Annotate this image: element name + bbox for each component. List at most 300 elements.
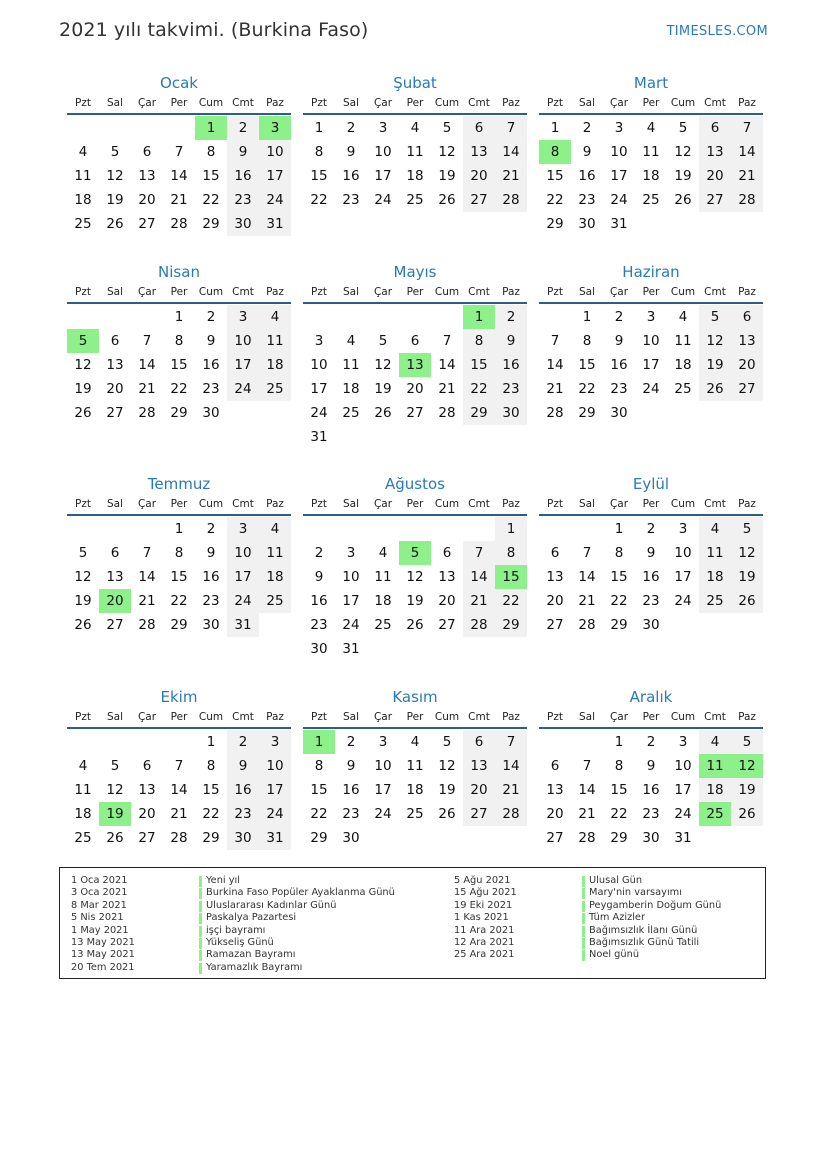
day-cell: 5: [442, 734, 452, 750]
day-cell: 28: [138, 405, 156, 421]
day-cell: 9: [646, 758, 656, 774]
weekday-header: [67, 707, 291, 729]
day-cell: 16: [202, 569, 220, 585]
weekday-label: Cum: [434, 498, 460, 510]
week-row: [303, 116, 527, 140]
empty-cell: [131, 517, 163, 541]
weekday-label: Per: [170, 711, 188, 723]
empty-cell: [399, 517, 431, 541]
day-cell: 16: [642, 782, 660, 798]
week-row: [539, 754, 763, 778]
month-7: [67, 474, 291, 637]
holiday-day-cell: 12: [731, 754, 763, 778]
legend-holiday-name: Mary'nin varsayımı: [589, 887, 682, 899]
empty-cell: [367, 826, 399, 850]
day-cell: 22: [463, 377, 495, 401]
weekday-label: Paz: [502, 97, 520, 109]
week-row: [67, 188, 291, 212]
day-cell: 1: [614, 521, 624, 537]
day-cell: 25: [74, 216, 92, 232]
day-cell: 20: [546, 806, 564, 822]
month-9: [539, 474, 763, 637]
day-cell: 2: [346, 734, 356, 750]
empty-cell: [303, 517, 335, 541]
day-cell: 11: [374, 569, 392, 585]
weekday-header: [303, 282, 527, 304]
month-name: Aralık: [629, 688, 673, 706]
empty-cell: [667, 613, 699, 637]
legend-color-marker: [199, 938, 202, 949]
day-cell: 21: [463, 589, 495, 613]
day-cell: 3: [678, 521, 688, 537]
empty-cell: [699, 401, 731, 425]
week-row: [539, 401, 763, 425]
day-cell: 3: [227, 305, 259, 329]
weekday-label: Cmt: [704, 97, 726, 109]
day-cell: 4: [410, 120, 420, 136]
day-cell: 7: [142, 333, 152, 349]
week-row: [67, 730, 291, 754]
weekday-header: [539, 707, 763, 729]
day-cell: 11: [406, 144, 424, 160]
holiday-day-cell: 11: [699, 754, 731, 778]
day-cell: 13: [699, 140, 731, 164]
weekday-label: Çar: [373, 498, 393, 510]
holiday-day-cell: 19: [99, 802, 131, 826]
day-cell: 11: [642, 144, 660, 160]
day-cell: 3: [646, 309, 656, 325]
empty-cell: [495, 826, 527, 850]
day-cell: 5: [731, 730, 763, 754]
day-cell: 24: [642, 381, 660, 397]
day-cell: 14: [578, 782, 596, 798]
empty-cell: [163, 730, 195, 754]
empty-cell: [335, 305, 367, 329]
empty-cell: [259, 613, 291, 637]
day-cell: 10: [227, 541, 259, 565]
week-row: [539, 140, 763, 164]
day-cell: 4: [678, 309, 688, 325]
day-cell: 23: [227, 188, 259, 212]
day-cell: 30: [495, 401, 527, 425]
week-row: [67, 329, 291, 353]
week-row: [67, 116, 291, 140]
day-cell: 29: [610, 830, 628, 846]
day-cell: 7: [550, 333, 560, 349]
day-cell: 7: [174, 144, 184, 160]
day-cell: 12: [438, 758, 456, 774]
day-cell: 5: [78, 545, 88, 561]
empty-cell: [667, 401, 699, 425]
weekday-header: [539, 282, 763, 304]
weekday-label: Per: [642, 498, 660, 510]
day-cell: 18: [74, 192, 92, 208]
day-cell: 31: [227, 613, 259, 637]
day-cell: 12: [731, 541, 763, 565]
day-cell: 23: [642, 593, 660, 609]
empty-cell: [571, 730, 603, 754]
legend-holiday-name: Yaramazlık Bayramı: [206, 961, 303, 973]
day-cell: 11: [74, 168, 92, 184]
legend-date: 11 Ara 2021: [454, 924, 515, 936]
day-cell: 30: [610, 405, 628, 421]
day-cell: 24: [259, 188, 291, 212]
day-cell: 16: [578, 168, 596, 184]
day-cell: 24: [374, 192, 392, 208]
day-cell: 8: [206, 144, 216, 160]
day-cell: 6: [463, 730, 495, 754]
legend-holiday-name: Ramazan Bayramı: [206, 949, 296, 961]
weekday-label: Cum: [434, 286, 460, 298]
legend-color-marker: [582, 888, 585, 899]
day-cell: 22: [170, 381, 188, 397]
weekday-label: Çar: [137, 97, 157, 109]
day-cell: 31: [342, 641, 360, 657]
day-cell: 12: [106, 168, 124, 184]
empty-cell: [431, 517, 463, 541]
week-row: [303, 425, 527, 449]
legend-color-marker: [199, 876, 202, 887]
month-name: Ağustos: [385, 475, 445, 493]
weekday-label: Pzt: [547, 711, 563, 723]
empty-cell: [699, 613, 731, 637]
day-cell: 18: [259, 353, 291, 377]
day-cell: 23: [310, 617, 328, 633]
day-cell: 26: [106, 830, 124, 846]
day-cell: 12: [374, 357, 392, 373]
day-cell: 13: [546, 782, 564, 798]
day-cell: 29: [578, 405, 596, 421]
week-row: [303, 826, 527, 850]
day-cell: 8: [614, 758, 624, 774]
weekday-header: [303, 707, 527, 729]
week-row: [539, 305, 763, 329]
day-cell: 23: [227, 802, 259, 826]
weekday-label: Sal: [342, 97, 360, 109]
day-cell: 17: [642, 357, 660, 373]
week-row: [67, 778, 291, 802]
day-cell: 6: [550, 758, 560, 774]
empty-cell: [463, 826, 495, 850]
day-cell: 30: [578, 216, 596, 232]
legend-date: 8 Mar 2021: [71, 899, 127, 911]
day-cell: 18: [642, 168, 660, 184]
empty-cell: [67, 305, 99, 329]
day-cell: 6: [110, 545, 120, 561]
legend-holiday-name: Ulusal Gün: [589, 875, 643, 886]
day-cell: 3: [678, 734, 688, 750]
day-cell: 9: [206, 545, 216, 561]
day-cell: 13: [463, 140, 495, 164]
day-cell: 15: [202, 782, 220, 798]
day-cell: 15: [310, 782, 328, 798]
day-cell: 27: [546, 617, 564, 633]
day-cell: 9: [495, 329, 527, 353]
day-cell: 28: [463, 613, 495, 637]
day-cell: 22: [202, 192, 220, 208]
day-cell: 6: [142, 758, 152, 774]
legend-date: 20 Tem 2021: [71, 961, 135, 973]
day-cell: 17: [674, 782, 692, 798]
day-cell: 30: [310, 641, 328, 657]
day-cell: 5: [378, 333, 388, 349]
week-row: [303, 802, 527, 826]
day-cell: 11: [259, 541, 291, 565]
day-cell: 1: [314, 120, 324, 136]
day-cell: 19: [74, 593, 92, 609]
day-cell: 26: [699, 377, 731, 401]
day-cell: 22: [495, 589, 527, 613]
day-cell: 23: [642, 806, 660, 822]
site-link[interactable]: TIMESLES.COM: [666, 24, 768, 39]
day-cell: 2: [314, 545, 324, 561]
day-cell: 9: [227, 754, 259, 778]
empty-cell: [731, 826, 763, 850]
week-row: [67, 140, 291, 164]
day-cell: 28: [495, 188, 527, 212]
empty-cell: [399, 826, 431, 850]
day-cell: 3: [314, 333, 324, 349]
day-cell: 13: [138, 782, 156, 798]
weekday-label: Çar: [373, 711, 393, 723]
legend-holiday-name: Paskalya Pazartesi: [206, 912, 297, 924]
legend-color-marker: [582, 950, 585, 961]
month-12: [539, 687, 763, 850]
day-cell: 14: [495, 754, 527, 778]
empty-cell: [571, 517, 603, 541]
legend-color-marker: [582, 913, 585, 924]
day-cell: 23: [342, 192, 360, 208]
empty-cell: [495, 637, 527, 661]
day-cell: 19: [731, 565, 763, 589]
day-cell: 5: [110, 144, 120, 160]
empty-cell: [731, 401, 763, 425]
page-title: 2021 yılı takvimi. (Burkina Faso): [59, 19, 369, 41]
week-row: [67, 164, 291, 188]
weekday-header: [67, 494, 291, 516]
day-cell: 25: [642, 192, 660, 208]
week-row: [303, 637, 527, 661]
empty-cell: [99, 730, 131, 754]
day-cell: 4: [259, 517, 291, 541]
legend-holiday-name: Peygamberin Doğum Günü: [589, 899, 722, 911]
day-cell: 6: [142, 144, 152, 160]
month-6: [539, 262, 763, 425]
day-cell: 29: [463, 401, 495, 425]
empty-cell: [67, 116, 99, 140]
holiday-day-cell: 25: [699, 802, 731, 826]
day-cell: 21: [138, 593, 156, 609]
weekday-label: Çar: [609, 498, 629, 510]
day-cell: 17: [227, 353, 259, 377]
week-row: [303, 778, 527, 802]
empty-cell: [463, 637, 495, 661]
day-cell: 29: [202, 216, 220, 232]
day-cell: 23: [202, 593, 220, 609]
day-cell: 10: [610, 144, 628, 160]
week-row: [539, 329, 763, 353]
legend-holiday-name: Uluslararası Kadınlar Günü: [206, 899, 337, 911]
legend-date: 5 Ağu 2021: [454, 875, 511, 886]
holiday-day-cell: 5: [399, 541, 431, 565]
day-cell: 2: [646, 734, 656, 750]
day-cell: 27: [731, 377, 763, 401]
empty-cell: [303, 305, 335, 329]
weekday-label: Cmt: [704, 711, 726, 723]
day-cell: 26: [374, 405, 392, 421]
day-cell: 29: [202, 830, 220, 846]
day-cell: 1: [206, 734, 216, 750]
weekday-label: Pzt: [311, 711, 327, 723]
day-cell: 4: [378, 545, 388, 561]
week-row: [67, 212, 291, 236]
day-cell: 14: [463, 565, 495, 589]
empty-cell: [335, 425, 367, 449]
weekday-label: Sal: [106, 711, 124, 723]
weekday-label: Cum: [198, 498, 224, 510]
day-cell: 1: [174, 521, 184, 537]
day-cell: 26: [438, 192, 456, 208]
weekday-label: Cum: [670, 498, 696, 510]
day-cell: 28: [170, 830, 188, 846]
empty-cell: [731, 212, 763, 236]
weekday-label: Çar: [609, 97, 629, 109]
day-cell: 7: [495, 730, 527, 754]
day-cell: 8: [314, 144, 324, 160]
day-cell: 13: [106, 569, 124, 585]
empty-cell: [67, 517, 99, 541]
empty-cell: [131, 730, 163, 754]
day-cell: 11: [259, 329, 291, 353]
weekday-label: Pzt: [547, 286, 563, 298]
day-cell: 20: [406, 381, 424, 397]
day-cell: 19: [106, 192, 124, 208]
empty-cell: [367, 425, 399, 449]
day-cell: 26: [731, 589, 763, 613]
day-cell: 22: [610, 593, 628, 609]
day-cell: 13: [463, 754, 495, 778]
month-name: Mart: [633, 74, 669, 92]
weekday-label: Çar: [137, 286, 157, 298]
day-cell: 1: [614, 734, 624, 750]
month-name: Temmuz: [147, 475, 211, 493]
weekday-label: Paz: [502, 286, 520, 298]
day-cell: 28: [578, 830, 596, 846]
day-cell: 27: [699, 188, 731, 212]
week-row: [539, 517, 763, 541]
day-cell: 17: [674, 569, 692, 585]
day-cell: 19: [699, 353, 731, 377]
legend-holiday-name: Tüm Azizler: [589, 912, 645, 924]
day-cell: 3: [378, 734, 388, 750]
weekday-label: Cum: [670, 286, 696, 298]
legend-date: 3 Oca 2021: [71, 887, 128, 899]
month-name: Ekim: [160, 688, 198, 706]
day-cell: 30: [227, 212, 259, 236]
day-cell: 29: [170, 617, 188, 633]
weekday-label: Sal: [106, 498, 124, 510]
day-cell: 19: [74, 381, 92, 397]
day-cell: 3: [378, 120, 388, 136]
empty-cell: [539, 305, 571, 329]
day-cell: 19: [438, 168, 456, 184]
day-cell: 15: [170, 357, 188, 373]
day-cell: 21: [495, 164, 527, 188]
empty-cell: [699, 826, 731, 850]
day-cell: 30: [342, 830, 360, 846]
weekday-label: Per: [170, 498, 188, 510]
weekday-label: Sal: [578, 711, 596, 723]
empty-cell: [539, 730, 571, 754]
empty-cell: [431, 425, 463, 449]
legend-holiday-name: Bağımsızlık İlanı Günü: [589, 924, 698, 936]
legend-color-marker: [199, 963, 202, 974]
month-name: Nisan: [158, 263, 200, 281]
day-cell: 22: [310, 806, 328, 822]
day-cell: 24: [674, 593, 692, 609]
week-row: [303, 613, 527, 637]
holiday-day-cell: 5: [67, 329, 99, 353]
day-cell: 24: [259, 802, 291, 826]
day-cell: 27: [406, 405, 424, 421]
week-row: [539, 730, 763, 754]
day-cell: 13: [546, 569, 564, 585]
day-cell: 27: [106, 617, 124, 633]
day-cell: 24: [374, 806, 392, 822]
weekday-label: Paz: [266, 286, 284, 298]
day-cell: 21: [438, 381, 456, 397]
week-row: [67, 353, 291, 377]
day-cell: 20: [106, 381, 124, 397]
week-row: [303, 164, 527, 188]
day-cell: 25: [342, 405, 360, 421]
weekday-label: Sal: [578, 286, 596, 298]
day-cell: 16: [227, 164, 259, 188]
day-cell: 15: [310, 168, 328, 184]
day-cell: 12: [106, 782, 124, 798]
day-cell: 26: [106, 216, 124, 232]
weekday-label: Cmt: [704, 498, 726, 510]
day-cell: 27: [463, 188, 495, 212]
empty-cell: [463, 425, 495, 449]
week-row: [539, 565, 763, 589]
day-cell: 20: [138, 806, 156, 822]
empty-cell: [539, 517, 571, 541]
day-cell: 29: [310, 830, 328, 846]
day-cell: 21: [138, 381, 156, 397]
day-cell: 23: [578, 192, 596, 208]
empty-cell: [495, 425, 527, 449]
weekday-label: Sal: [106, 286, 124, 298]
week-row: [539, 802, 763, 826]
day-cell: 20: [463, 778, 495, 802]
day-cell: 19: [438, 782, 456, 798]
weekday-header: [303, 93, 527, 115]
weekday-label: Cmt: [468, 498, 490, 510]
week-row: [303, 353, 527, 377]
day-cell: 4: [699, 517, 731, 541]
day-cell: 16: [342, 168, 360, 184]
empty-cell: [131, 305, 163, 329]
day-cell: 14: [578, 569, 596, 585]
weekday-label: Sal: [106, 97, 124, 109]
weekday-label: Cmt: [232, 286, 254, 298]
weekday-label: Cmt: [468, 286, 490, 298]
day-cell: 10: [642, 333, 660, 349]
day-cell: 1: [550, 120, 560, 136]
day-cell: 8: [314, 758, 324, 774]
day-cell: 22: [170, 593, 188, 609]
